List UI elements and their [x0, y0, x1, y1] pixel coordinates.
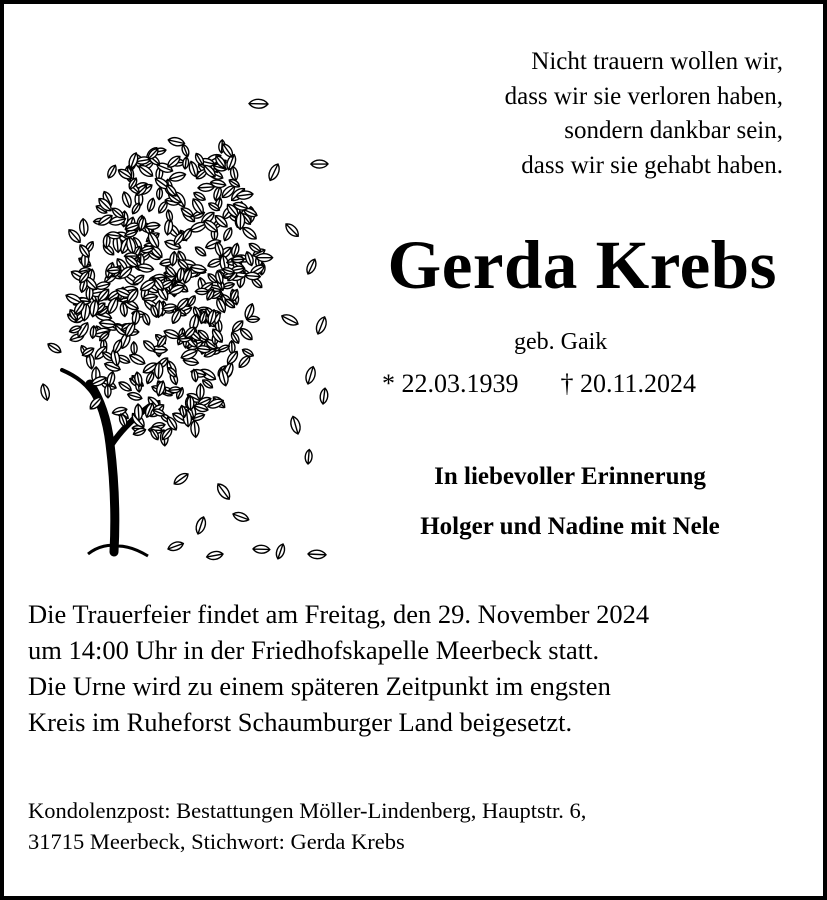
ceremony-line: Die Trauerfeier findet am Freitag, den 29. November 2024	[28, 599, 650, 629]
deceased-name: Gerda Krebs	[387, 227, 777, 303]
family-signature: Holger und Nadine mit Nele	[420, 513, 720, 540]
ceremony-line: Die Urne wird zu einem späteren Zeitpunkt im engsten	[28, 671, 611, 701]
condolence-line: Kondolenzpost: Bestattungen Möller-Lindenberg, Hauptstr. 6,	[28, 798, 587, 823]
windblown-tree-icon	[18, 84, 348, 574]
life-dates	[382, 369, 696, 399]
maiden-name: geb. Gaik	[514, 329, 608, 355]
ceremony-line: Kreis im Ruheforst Schaumburger Land beigesetzt.	[28, 707, 573, 737]
poem-line: Nicht trauern wollen wir,	[531, 48, 783, 75]
condolence-address	[28, 795, 586, 857]
condolence-line: 31715 Meerbeck, Stichwort: Gerda Krebs	[28, 829, 405, 854]
ceremony-info	[28, 596, 649, 740]
leaves-cluster	[39, 99, 328, 561]
death-date: † 20.11.2024	[560, 369, 697, 398]
poem	[505, 45, 783, 183]
birth-date: * 22.03.1939	[382, 369, 519, 398]
poem-line: dass wir sie gehabt haben.	[521, 151, 783, 179]
ceremony-line: um 14:00 Uhr in der Friedhofskapelle Meerbeck statt.	[28, 635, 600, 665]
poem-line: dass wir sie verloren haben,	[504, 82, 783, 110]
poem-line: sondern dankbar sein,	[564, 117, 783, 144]
remembrance-line: In liebevoller Erinnerung	[434, 463, 706, 490]
